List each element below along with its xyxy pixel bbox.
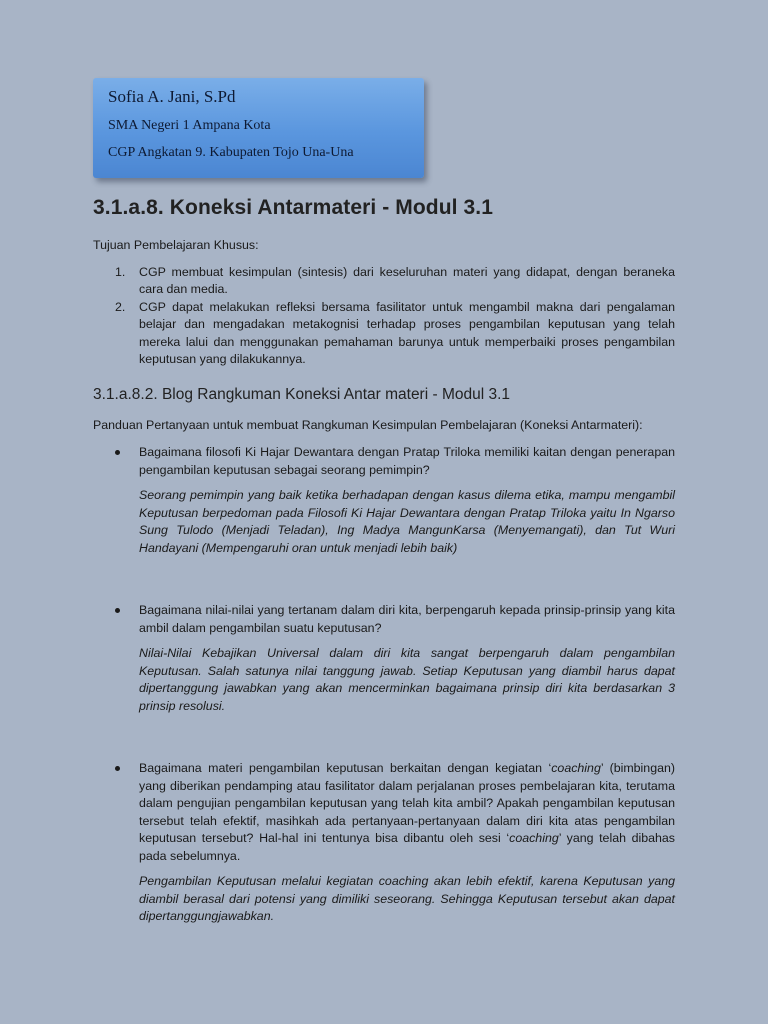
goal-text: CGP membuat kesimpulan (sintesis) dari keseluruhan materi yang didapat, dengan beraneka cara dan media. (139, 264, 675, 296)
goal-text: CGP dapat melakukan refleksi bersama fasilitator untuk mengambil makna dari pengalaman belajar dan mengadakan metakognisi terhadap proses pengambilan keputusan yang telah mereka lalui dan menggunakan pemahaman barunya untuk memperbaiki proses pengambilan keputusan yang dilakukannya. (139, 299, 675, 366)
goal-item (93, 299, 675, 369)
bullet-icon (115, 608, 120, 613)
question-text: Bagaimana nilai-nilai yang tertanam dalam diri kita, berpengaruh kepada prinsip-prinsip yang kita ambil dalam pengambilan suatu keputusan? (139, 603, 675, 635)
author-info-box (93, 78, 424, 178)
questions-list (93, 444, 675, 926)
goal-number: 2. (115, 299, 126, 314)
bullet-icon (115, 450, 120, 455)
answer-text: Seorang pemimpin yang baik ketika berhadapan dengan kasus dilema etika, mampu mengambil Keputusan berpedoman pada Filosofi Ki Hajar Dewantara dengan Pratap Triloka yaitu In Ngarso Sung Tulodo (Menjadi Teladan), Ing Madya MangunKarsa (Menyemangati), dan Tut Wuri Handayani (Mempengaruhi oran untuk menjadi lebih baik) (139, 488, 675, 555)
question-text: Bagaimana filosofi Ki Hajar Dewantara dengan Pratap Triloka memiliki kaitan dengan penerapan pengambilan keputusan sebagai seorang pemimpin? (139, 445, 675, 477)
school-name: SMA Negeri 1 Ampana Kota (108, 118, 271, 133)
question-item (93, 760, 675, 926)
section-subtitle: 3.1.a.8.2. Blog Rangkuman Koneksi Antar materi - Modul 3.1 (93, 385, 511, 403)
author-name: Sofia A. Jani, S.Pd (108, 87, 236, 106)
page-title: 3.1.a.8. Koneksi Antarmateri - Modul 3.1 (93, 196, 494, 219)
question-item (93, 444, 675, 557)
answer-text: Pengambilan Keputusan melalui kegiatan coaching akan lebih efektif, karena Keputusan yang diambil berasal dari potensi yang dimiliki seseorang. Sehingga Keputusan tersebut akan dapat dipertanggungjawabkan. (139, 874, 675, 923)
document-body (93, 196, 675, 926)
question-item (93, 602, 675, 715)
cgp-cohort: CGP Angkatan 9. Kabupaten Tojo Una-Una (108, 145, 354, 160)
goals-list (93, 264, 675, 369)
bullet-icon (115, 766, 120, 771)
goal-item (93, 264, 675, 299)
goal-number: 1. (115, 264, 126, 279)
goals-intro: Tujuan Pembelajaran Khusus: (93, 238, 259, 252)
guide-intro: Panduan Pertanyaan untuk membuat Rangkuman Kesimpulan Pembelajaran (Koneksi Antarmateri): (93, 417, 643, 432)
question-text: Bagaimana materi pengambilan keputusan berkaitan dengan kegiatan ‘coaching’ (bimbingan) yang diberikan pendamping atau fasilitator dalam perjalanan proses pembelajaran kita, terutama dalam pengujian pengambilan keputusan yang telah kita ambil? Apakah pengambilan keputusan tersebut telah efektif, masihkah ada pertanyaan-pertanyaan dalam diri kita atas pengambilan keputusan tersebut? Hal-hal ini tentunya bisa dibantu oleh sesi ‘coaching’ yang telah dibahas pada sebelumnya. (139, 761, 675, 863)
answer-text: Nilai-Nilai Kebajikan Universal dalam diri kita sangat berpengaruh dalam pengambilan Keputusan. Salah satunya nilai tanggung jawab. Setiap Keputusan yang diambil harus dapat dipertanggung jawabkan yang akan mencerminkan bagaimana prinsip diri kita berdasarkan 3 prinsip resolusi. (139, 646, 675, 713)
